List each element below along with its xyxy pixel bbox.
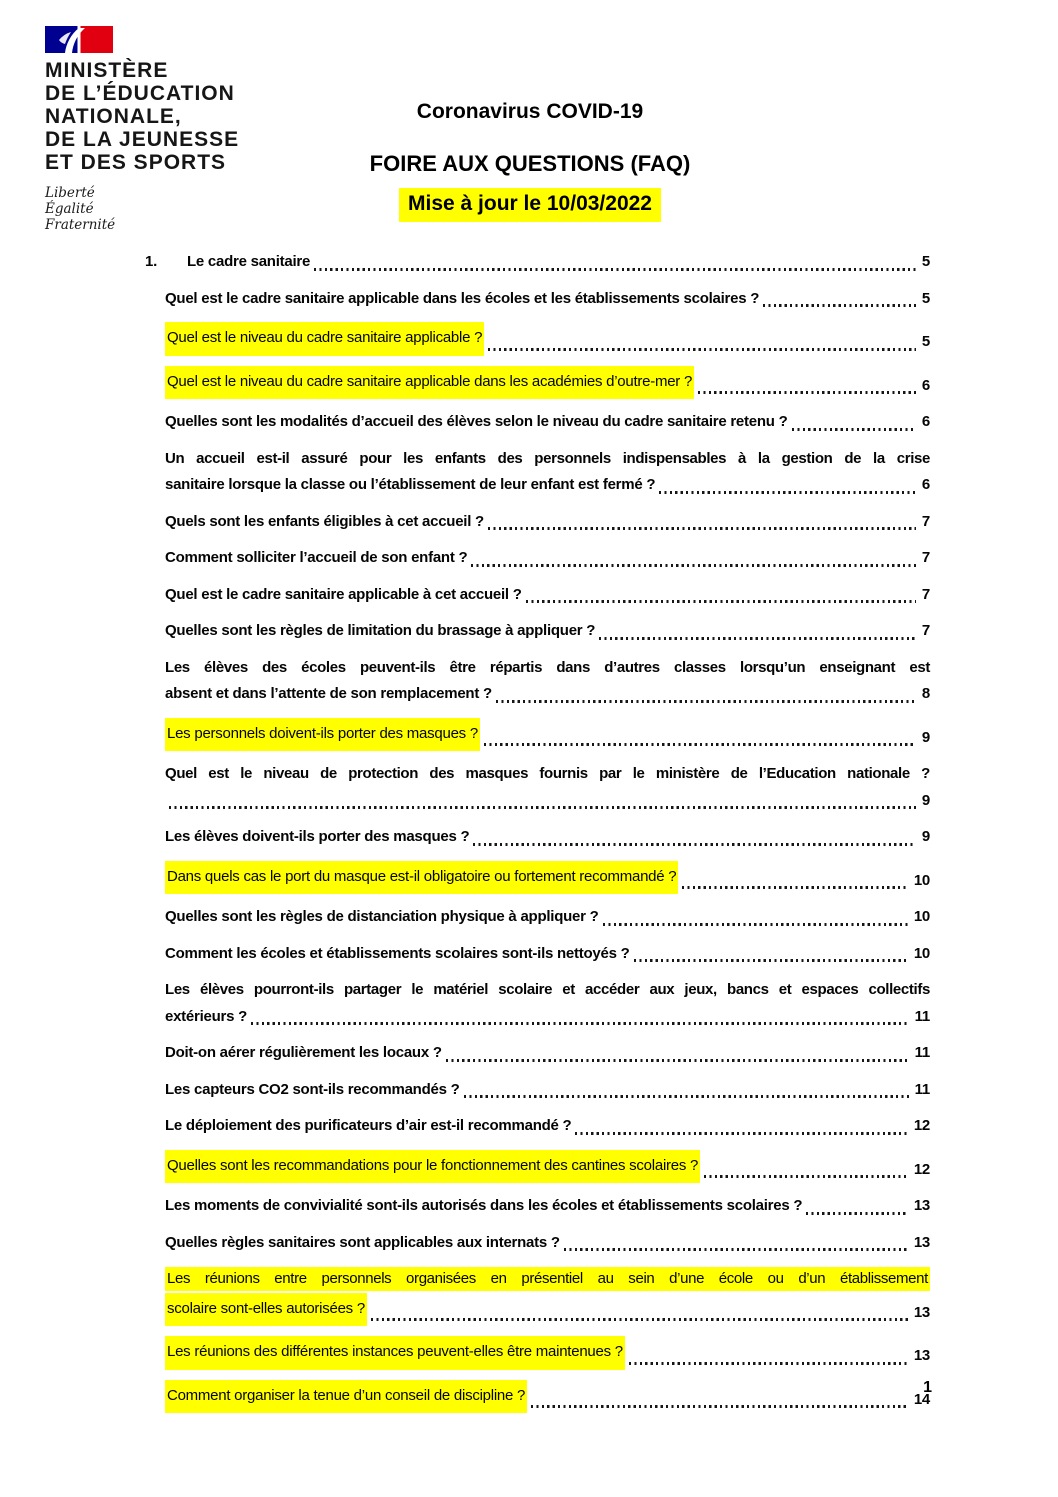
toc-page-number: 6	[921, 413, 930, 430]
toc-page-number: 7	[921, 512, 930, 530]
ministry-name-line: DE L’ÉDUCATION	[45, 82, 235, 105]
toc-entry-text: Quelles sont les règles de distanciation physique à appliquer ?	[165, 908, 599, 925]
toc-entry-text: Quel est le niveau de protection des masques fournis par le ministère de l’Education nationale ?	[165, 765, 930, 782]
title-block	[280, 100, 780, 222]
toc-entry-text: absent et dans l’attente de son remplacement ?	[165, 685, 492, 702]
toc-entry-text: Dans quels cas le port du masque est-il obligatoire ou fortement recommandé ?	[165, 861, 678, 895]
dot-leader	[464, 1095, 909, 1098]
toc-entry-text: Le déploiement des purificateurs d’air est-il recommandé ?	[165, 1117, 572, 1134]
toc-entry-line	[165, 861, 930, 895]
dot-leader	[698, 391, 916, 394]
toc-entry-text: Quelles sont les modalités d’accueil des élèves selon le niveau du cadre sanitaire retenu ?	[165, 413, 788, 430]
toc-entry-text: Quelles sont les recommandations pour le fonctionnement des cantines scolaires ?	[165, 1150, 700, 1184]
toc-page-number: 12	[913, 1117, 930, 1134]
toc-page-number: 14	[913, 1390, 930, 1408]
dot-leader	[792, 428, 916, 431]
toc-page-number: 7	[921, 549, 930, 566]
toc-entry-text: Comment solliciter l’accueil de son enfant ?	[165, 549, 468, 566]
motto-line: Fraternité	[45, 217, 116, 233]
toc-page-number: 13	[913, 1303, 930, 1321]
toc-page-number: 5	[921, 333, 930, 350]
ministry-name-line: ET DES SPORTS	[45, 151, 227, 174]
ministry-name-line: DE LA JEUNESSE	[45, 128, 240, 151]
toc-entry-line	[165, 1336, 930, 1370]
table-of-contents	[145, 249, 930, 1423]
toc-page-number: 5	[921, 289, 930, 307]
toc-page-number: 9	[921, 791, 930, 809]
toc-page-number: 12	[913, 1160, 930, 1178]
toc-entry-text: Quelles sont les règles de limitation du brassage à appliquer ?	[165, 622, 596, 639]
toc-entry[interactable]	[165, 1266, 930, 1326]
toc-entry[interactable]	[165, 1380, 930, 1414]
toc-page-number: 10	[913, 944, 930, 962]
toc-entry-text: Les réunions des différentes instances peuvent-elles être maintenues ?	[165, 1336, 625, 1370]
toc-entry[interactable]	[165, 1193, 930, 1220]
toc-entry[interactable]	[165, 509, 930, 536]
toc-page-number: 10	[913, 908, 930, 925]
dot-leader	[471, 564, 916, 567]
dot-leader	[629, 1362, 908, 1365]
document-title: Coronavirus COVID-19	[416, 100, 644, 123]
toc-entry-line	[165, 509, 930, 536]
toc-entry-text: scolaire sont-elles autorisées ?	[165, 1293, 367, 1327]
toc-page-number: 13	[913, 1347, 930, 1364]
toc-entry-text: Quels sont les enfants éligibles à cet accueil ?	[165, 512, 484, 530]
toc-page-number: 9	[921, 728, 930, 746]
toc-entry-text: Comment les écoles et établissements scolaires sont-ils nettoyés ?	[165, 944, 630, 962]
toc-entry-text: Doit-on aérer régulièrement les locaux ?	[165, 1044, 442, 1061]
toc-page-number: 13	[913, 1197, 930, 1214]
toc-entry-text: Quel est le niveau du cadre sanitaire applicable ?	[165, 322, 484, 356]
toc-entry-line	[165, 582, 930, 609]
toc-entry-line	[165, 941, 930, 968]
toc-entry[interactable]	[165, 655, 930, 708]
dot-leader	[659, 491, 916, 494]
toc-entry-line	[165, 1150, 930, 1184]
dot-leader	[473, 843, 916, 846]
toc-entry-text: Quel est le niveau du cadre sanitaire applicable dans les académies d’outre-mer ?	[165, 366, 694, 400]
toc-entry[interactable]	[165, 1336, 930, 1370]
toc-entry[interactable]	[145, 249, 930, 276]
dot-leader	[575, 1132, 907, 1135]
toc-entry-line	[165, 718, 930, 752]
toc-entry[interactable]	[165, 761, 930, 814]
toc-entry-text: Les capteurs CO2 sont-ils recommandés ?	[165, 1080, 460, 1098]
dot-leader	[446, 1059, 909, 1062]
toc-entry-line	[165, 1077, 930, 1104]
dot-leader	[251, 1022, 909, 1025]
toc-entry-line	[165, 409, 930, 436]
toc-page-number: 7	[921, 622, 930, 639]
toc-page-number: 7	[921, 585, 930, 603]
motto-line: Liberté	[45, 185, 95, 201]
toc-entry-text: Les élèves des écoles peuvent-ils être répartis dans d’autres classes lorsqu’un enseignant est	[165, 658, 930, 676]
toc-entry[interactable]	[165, 1040, 930, 1067]
dot-leader	[496, 700, 916, 703]
republic-motto	[45, 185, 305, 233]
toc-entry-line	[165, 761, 930, 788]
toc-entry[interactable]	[165, 545, 930, 572]
toc-entry-line	[145, 249, 930, 276]
dot-leader	[603, 923, 908, 926]
toc-entry[interactable]	[165, 366, 930, 400]
toc-entry-text: Les réunions entre personnels organisées en présentiel au sein d’une école ou d’un établissement	[165, 1267, 930, 1291]
toc-page-number: 6	[921, 476, 930, 493]
ministry-name-line: NATIONALE,	[45, 105, 182, 128]
dot-leader	[682, 886, 907, 889]
toc-entry[interactable]	[165, 286, 930, 313]
page-number: 1	[923, 1379, 932, 1396]
toc-entry-line	[165, 366, 930, 400]
toc-entry-text: Quelles règles sanitaires sont applicables aux internats ?	[165, 1233, 560, 1251]
toc-entry-line	[165, 1380, 930, 1414]
toc-entry[interactable]	[165, 977, 930, 1030]
dot-leader	[704, 1175, 908, 1178]
toc-entry-text: Les moments de convivialité sont-ils autorisés dans les écoles et établissements scolaires ?	[165, 1197, 803, 1214]
toc-entry-line	[165, 545, 930, 572]
toc-entry-line	[165, 681, 930, 708]
toc-entry-text: sanitaire lorsque la classe ou l’établissement de leur enfant est fermé ?	[165, 476, 656, 493]
toc-entry-line	[165, 322, 930, 356]
toc-entry-line	[165, 1266, 930, 1293]
toc-entry-line	[165, 904, 930, 931]
toc-entry-text: extérieurs ?	[165, 1007, 248, 1025]
toc-entry-line	[165, 1293, 930, 1327]
toc-entry[interactable]	[165, 618, 930, 645]
toc-entry-line	[165, 1113, 930, 1140]
toc-entry-text: Un accueil est-il assuré pour les enfants des personnels indispensables à la gestion de la crise	[165, 449, 930, 467]
motto-line: Égalité	[45, 201, 94, 217]
toc-entry-line	[165, 824, 930, 851]
toc-entry-line	[165, 1040, 930, 1067]
dot-leader	[599, 637, 916, 640]
toc-entry-text: Quel est le cadre sanitaire applicable dans les écoles et les établissements scolaires ?	[165, 289, 760, 307]
toc-entry[interactable]	[165, 1113, 930, 1140]
toc-entry[interactable]	[165, 861, 930, 895]
toc-entry[interactable]	[165, 1150, 930, 1184]
toc-page-number: 11	[914, 1007, 930, 1025]
toc-entry-line	[165, 1193, 930, 1220]
toc-entry-line	[165, 472, 930, 499]
toc-page-number: 11	[914, 1080, 930, 1098]
toc-entry[interactable]	[165, 322, 930, 356]
toc-entry-line	[165, 446, 930, 473]
french-flag-icon	[45, 26, 113, 53]
toc-entry-text: Les personnels doivent-ils porter des masques ?	[165, 718, 480, 752]
dot-leader	[806, 1212, 908, 1215]
toc-entry[interactable]	[165, 824, 930, 851]
dot-leader	[531, 1405, 908, 1408]
document-subtitle: FOIRE AUX QUESTIONS (FAQ)	[369, 151, 691, 176]
update-date-highlight: Mise à jour le 10/03/2022	[399, 188, 661, 222]
dot-leader	[484, 743, 916, 746]
toc-entry-text: Le cadre sanitaire	[187, 253, 311, 270]
toc-entry[interactable]	[165, 409, 930, 436]
toc-page-number: 5	[921, 253, 930, 270]
dot-leader	[763, 304, 916, 307]
toc-entry[interactable]	[165, 1230, 930, 1257]
toc-entry-line	[165, 977, 930, 1004]
toc-page-number: 13	[913, 1233, 930, 1251]
dot-leader	[564, 1248, 908, 1251]
toc-entry-text: Les élèves pourront-ils partager le matériel scolaire et accéder aux jeux, bancs et espaces collectifs	[165, 981, 930, 998]
toc-entry-line	[165, 618, 930, 645]
toc-page-number: 11	[914, 1044, 930, 1061]
toc-entry[interactable]	[165, 1077, 930, 1104]
ministry-name	[45, 59, 305, 174]
dot-leader	[526, 600, 916, 603]
toc-entry-line	[165, 1230, 930, 1257]
toc-entry-line	[165, 655, 930, 682]
toc-page-number: 6	[921, 376, 930, 394]
dot-leader	[371, 1318, 908, 1321]
dot-leader	[488, 348, 916, 351]
toc-entry[interactable]	[165, 904, 930, 931]
toc-entry[interactable]	[165, 718, 930, 752]
toc-entry-text: Comment organiser la tenue d’un conseil de discipline ?	[165, 1380, 527, 1414]
toc-entry-line	[165, 286, 930, 313]
toc-page-number: 8	[921, 685, 930, 702]
toc-entry-text: Quel est le cadre sanitaire applicable à cet accueil ?	[165, 585, 522, 603]
toc-entry-line	[165, 788, 930, 815]
toc-entry[interactable]	[165, 446, 930, 499]
ministry-logo	[45, 26, 305, 233]
toc-entry-text: Les élèves doivent-ils porter des masques ?	[165, 828, 470, 845]
toc-section-number: 1.	[145, 253, 158, 270]
toc-page-number: 10	[913, 871, 930, 889]
dot-leader	[634, 959, 908, 962]
toc-entry-line	[165, 1004, 930, 1031]
toc-entry[interactable]	[165, 941, 930, 968]
dot-leader	[169, 806, 916, 809]
toc-entry[interactable]	[165, 582, 930, 609]
toc-page-number: 9	[921, 828, 930, 845]
dot-leader	[488, 527, 916, 530]
dot-leader	[314, 268, 916, 271]
ministry-name-line: MINISTÈRE	[45, 59, 169, 82]
